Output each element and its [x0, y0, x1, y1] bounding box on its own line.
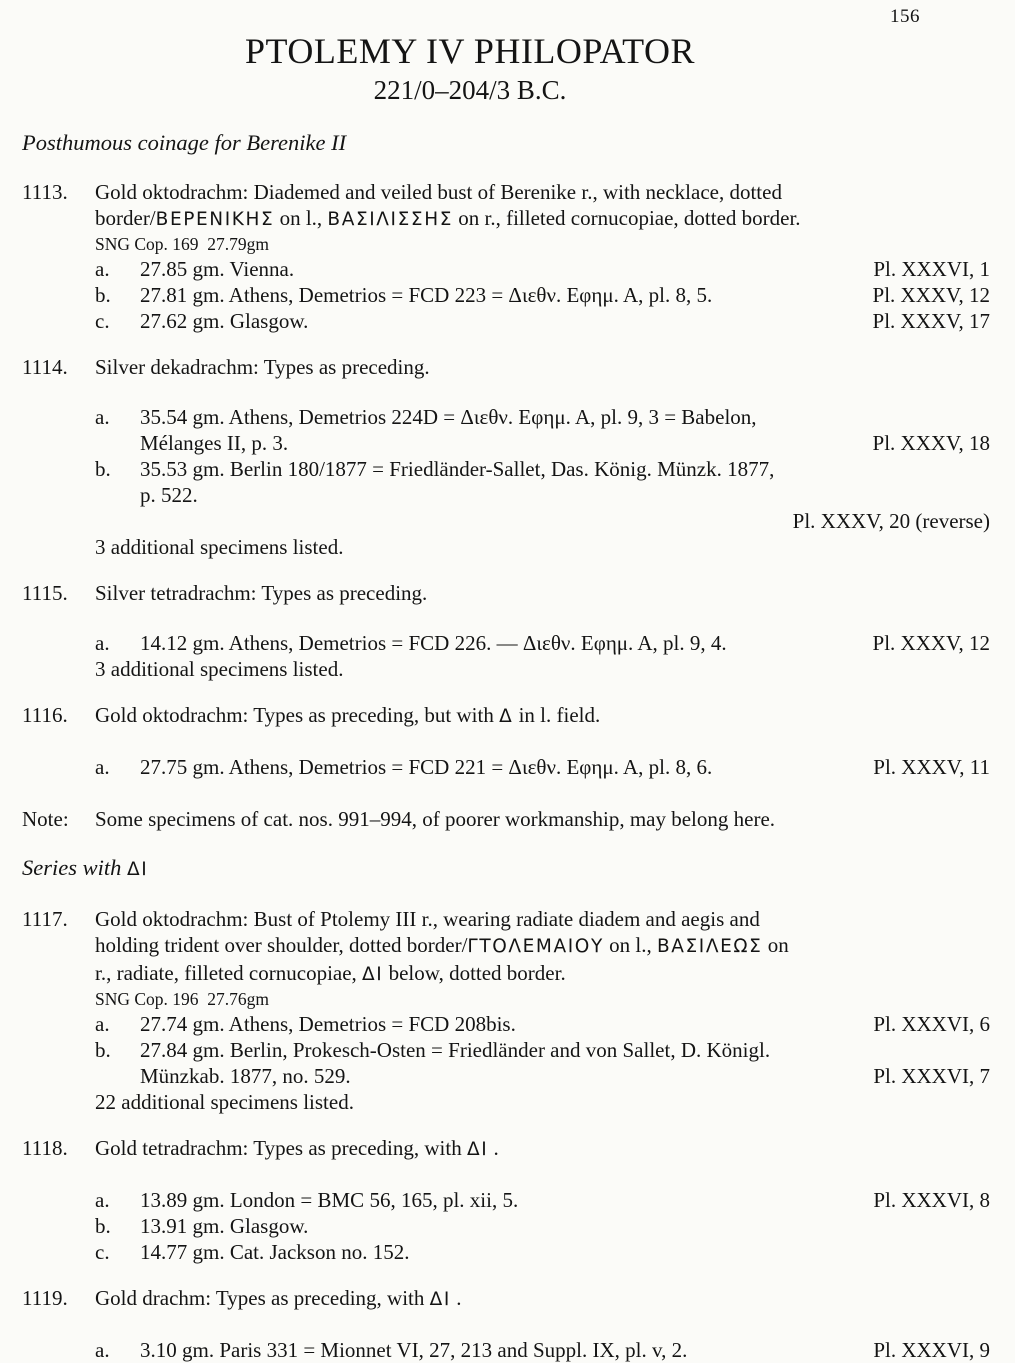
additional-specimens-text: 22 additional specimens listed.: [95, 1090, 354, 1114]
additional-specimens-note: [95, 1089, 990, 1115]
specimen-continuation-line: [95, 1063, 990, 1089]
specimen-line: [95, 404, 990, 430]
specimen-letter: a.: [95, 1188, 110, 1212]
text-run: .: [450, 1286, 462, 1310]
specimen-text: 35.54 gm. Athens, Demetrios 224D = Διεθν. Εφημ. Α, pl. 9, 3 = Babelon,: [140, 405, 757, 429]
plate-reference-line: [95, 508, 990, 534]
specimen-text: Münzkab. 1877, no. 529.: [140, 1064, 351, 1088]
specimen-text: 27.62 gm. Glasgow.: [140, 309, 309, 333]
blank-line: [95, 1163, 990, 1187]
plate-reference: Pl. XXXV, 18: [872, 431, 990, 455]
specimen-letter: b.: [95, 283, 111, 307]
specimen-text: 14.12 gm. Athens, Demetrios = FCD 226. — Διεθν. Εφημ. Α, pl. 9, 4.: [140, 631, 727, 655]
entry-number: 1116.: [22, 703, 68, 727]
specimen-line: [95, 1011, 990, 1037]
entry-heading-line: [95, 354, 990, 380]
greek-legend: ΔΙ: [429, 1289, 451, 1310]
entry-heading-line: [95, 580, 990, 606]
catalog-entry-1115: [0, 580, 1015, 682]
text-run: on l.,: [274, 206, 328, 230]
plate-reference: Pl. XXXVI, 6: [873, 1012, 990, 1036]
text-run: below, dotted border.: [383, 961, 566, 985]
plate-reference: Pl. XXXV, 11: [873, 755, 990, 779]
entry-heading-line: [95, 179, 990, 205]
section-heading: [0, 855, 1015, 883]
specimen-text: 27.81 gm. Athens, Demetrios = FCD 223 = Διεθν. Εφημ. Α, pl. 8, 5.: [140, 283, 713, 307]
specimen-line: [95, 1037, 990, 1063]
text-run: Gold oktodrachm: Diademed and veiled bust of Berenike r., with necklace, dotted: [95, 180, 782, 204]
specimen-letter: a.: [95, 1338, 110, 1362]
specimen-text: 35.53 gm. Berlin 180/1877 = Friedländer-Sallet, Das. König. Münzk. 1877,: [140, 457, 775, 481]
specimen-line: [95, 630, 990, 656]
section-heading: [0, 130, 1015, 156]
text-run: border/: [95, 206, 156, 230]
entry-number: 1117.: [22, 907, 68, 931]
plate-reference: Pl. XXXV, 17: [872, 309, 990, 333]
greek-legend: ΒΑΣΙΛΕΩΣ: [656, 936, 763, 957]
page-number: 156: [890, 6, 920, 27]
specimen-text: 27.75 gm. Athens, Demetrios = FCD 221 = Διεθν. Εφημ. Α, pl. 8, 6.: [140, 755, 713, 779]
additional-specimens-note: [95, 656, 990, 682]
greek-legend: ΔΙ: [127, 859, 149, 880]
specimen-text: p. 522.: [140, 483, 198, 507]
note-text: Some specimens of cat. nos. 991–994, of poorer workmanship, may belong here.: [95, 807, 776, 831]
text-run: Silver tetradrachm: Types as preceding.: [95, 581, 428, 605]
entry-heading-line: [95, 205, 990, 233]
text-run: Gold tetradrachm: Types as preceding, with: [95, 1136, 467, 1160]
plate-reference: Pl. XXXVI, 9: [873, 1338, 990, 1362]
specimen-letter: a.: [95, 257, 110, 281]
text-run: on r., filleted cornucopiae, dotted border.: [453, 206, 801, 230]
plate-reference: Pl. XXXVI, 8: [873, 1188, 990, 1212]
entry-heading-line: [95, 932, 990, 960]
additional-specimens-text: 3 additional specimens listed.: [95, 535, 344, 559]
greek-legend: ΒΕΡΕΝΙΚΗΣ: [155, 209, 275, 230]
blank-line: [95, 380, 990, 404]
specimen-letter: a.: [95, 405, 110, 429]
specimen-line: [95, 1213, 990, 1239]
sng-reference: SNG Cop. 169 27.79gm: [95, 234, 270, 254]
catalog-entry-1117: [0, 906, 1015, 1115]
catalog-entry-1113: [0, 179, 1015, 334]
specimen-text: 27.84 gm. Berlin, Prokesch-Osten = Friedländer and von Sallet, D. Königl.: [140, 1038, 771, 1062]
catalog-entry-1116: [0, 702, 1015, 780]
entry-heading-line: [95, 1135, 990, 1163]
greek-legend: ΔΙ: [362, 964, 384, 985]
specimen-text: 13.91 gm. Glasgow.: [140, 1214, 309, 1238]
plate-reference: Pl. XXXVI, 7: [873, 1064, 990, 1088]
blank-line: [95, 1313, 990, 1337]
specimen-line: [95, 1239, 990, 1265]
plate-reference: Pl. XXXV, 12: [872, 283, 990, 307]
specimen-letter: a.: [95, 631, 110, 655]
entry-number: 1113.: [22, 180, 68, 204]
specimen-line: [95, 1337, 990, 1363]
plate-reference: Pl. XXXVI, 1: [873, 257, 990, 281]
entry-number: 1114.: [22, 355, 68, 379]
additional-specimens-note: [95, 534, 990, 560]
blank-line: [95, 730, 990, 754]
blank-line: [95, 606, 990, 630]
specimen-line: [95, 1187, 990, 1213]
entry-heading-line: [95, 702, 990, 730]
greek-legend: ΓΤΟΛΕΜΑΙΟΥ: [467, 936, 604, 957]
specimen-line: [95, 256, 990, 282]
specimen-line: [95, 456, 990, 482]
entry-heading-line: [95, 906, 990, 932]
specimen-letter: b.: [95, 457, 111, 481]
text-run: on l.,: [603, 933, 657, 957]
specimen-letter: c.: [95, 309, 110, 333]
sng-reference: SNG Cop. 196 27.76gm: [95, 989, 270, 1009]
text-run: .: [488, 1136, 499, 1160]
text-run: Silver dekadrachm: Types as preceding.: [95, 355, 430, 379]
specimen-line: [95, 282, 990, 308]
specimen-text: 27.74 gm. Athens, Demetrios = FCD 208bis.: [140, 1012, 516, 1036]
entry-heading-line: [95, 1285, 990, 1313]
text-run: holding trident over shoulder, dotted border/: [95, 933, 468, 957]
page-header: [0, 0, 940, 106]
specimen-continuation-line: [95, 430, 990, 456]
text-run: Posthumous coinage for Berenike II: [22, 130, 347, 155]
entry-heading-line: [95, 960, 990, 988]
note-label: Note:: [22, 807, 69, 831]
specimen-text: 3.10 gm. Paris 331 = Mionnet VI, 27, 213 and Suppl. IX, pl. v, 2.: [140, 1338, 688, 1362]
entry-number: 1115.: [22, 581, 68, 605]
specimen-text: 13.89 gm. London = BMC 56, 165, pl. xii, 5.: [140, 1188, 519, 1212]
specimen-letter: a.: [95, 755, 110, 779]
specimen-letter: c.: [95, 1240, 110, 1264]
catalog-entry-1119: [0, 1285, 1015, 1363]
greek-legend: ΔΙ: [466, 1139, 489, 1160]
specimen-continuation-line: [95, 482, 990, 508]
greek-legend: Δ: [499, 706, 514, 727]
plate-reference: Pl. XXXV, 20 (reverse): [792, 509, 990, 533]
greek-legend: ΒΑΣΙΛΙΣΣΗΣ: [327, 209, 453, 230]
text-run: Series with: [22, 855, 127, 880]
catalog-entry-1118: [0, 1135, 1015, 1265]
specimen-text: Mélanges II, p. 3.: [140, 431, 289, 455]
specimen-letter: b.: [95, 1214, 111, 1238]
specimen-line: [95, 308, 990, 334]
text-run: in l. field.: [513, 703, 601, 727]
page-subtitle: 221/0–204/3 B.C.: [373, 75, 567, 105]
additional-specimens-text: 3 additional specimens listed.: [95, 657, 344, 681]
text-run: on: [762, 933, 789, 957]
text-run: Gold drachm: Types as preceding, with: [95, 1286, 430, 1310]
specimen-letter: a.: [95, 1012, 110, 1036]
catalog-entry-1114: [0, 354, 1015, 560]
entry-number: 1119.: [22, 1286, 68, 1310]
specimen-text: 14.77 gm. Cat. Jackson no. 152.: [140, 1240, 410, 1264]
specimen-line: [95, 754, 990, 780]
specimen-text: 27.85 gm. Vienna.: [140, 257, 295, 281]
text-run: r., radiate, filleted cornucopiae,: [95, 961, 363, 985]
specimen-letter: b.: [95, 1038, 111, 1062]
page-body: [0, 130, 1015, 1363]
plate-reference: Pl. XXXV, 12: [872, 631, 990, 655]
text-run: Gold oktodrachm: Types as preceding, but with: [95, 703, 500, 727]
text-run: Gold oktodrachm: Bust of Ptolemy III r., wearing radiate diadem and aegis and: [95, 907, 760, 931]
entry-number: 1118.: [22, 1136, 68, 1160]
note: [0, 806, 1015, 832]
page-title: PTOLEMY IV PHILOPATOR: [245, 31, 695, 71]
